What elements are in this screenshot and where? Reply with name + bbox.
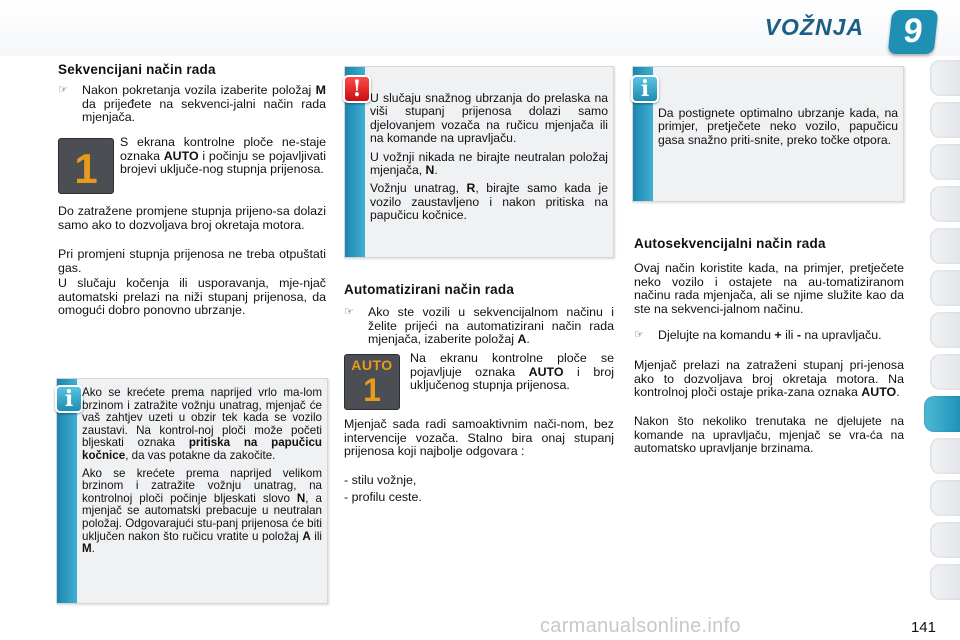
- chapter-tab[interactable]: [930, 354, 960, 390]
- automatic-list-item: - profilu ceste.: [344, 490, 422, 504]
- chapter-tab[interactable]: [930, 228, 960, 264]
- warning-para-2: U vožnji nikada ne birajte neutralan položaj mjenjača, N.: [370, 149, 608, 178]
- autosequential-heading: Autosekvencijalni način rada: [634, 236, 826, 251]
- chapter-tab[interactable]: [930, 564, 960, 600]
- info-box-left: [56, 378, 328, 604]
- automatic-heading: Automatizirani način rada: [344, 282, 515, 297]
- sequential-para-3: U slučaju kočenja ili usporavanja, mje-njač automatski prelazi na niži stupanj prijenosa, da omogući dobro ponovno ubrzanje.: [58, 276, 326, 318]
- autosequential-bullet: ☞ Djelujte na komandu + ili - na upravljaču.: [634, 328, 882, 342]
- chapter-tab-strip: [926, 60, 960, 620]
- sequential-screen-text: S ekrana kontrolne ploče ne-staje oznaka AUTO i počinju se pojavljivati brojevi uključe-nog stupnja prijenosa.: [120, 135, 326, 177]
- gear-display-auto: AUTO 1: [344, 354, 400, 410]
- chapter-tab[interactable]: [930, 60, 960, 96]
- chapter-number-badge: [888, 10, 939, 54]
- chapter-tab-active[interactable]: [924, 396, 960, 432]
- warning-para-3: Vožnju unatrag, R, birajte samo kada je vozilo zaustavljeno i nakon pritiska na papučicu kočnice.: [370, 181, 609, 223]
- info-left-para-2: Ako se krećete prema naprijed velikom brzinom i zatražite vožnju unatrag, na kontrolnoj ploči počinje bljeskati slovo N, a mjenjač se automatski prebacuje u neutralan položaj. Odgovarajući stu-panj prijenosa će biti uključen nakon što ručicu vratite u položaj A ili M.: [82, 466, 323, 556]
- watermark: carmanualsonline.info: [540, 615, 741, 637]
- automatic-bullet: ☞ Ako ste vozili u sekvencijalnom načinu i želite prijeći na automatizirani način rada mjenjača, izaberite položaj A.: [344, 305, 614, 347]
- info-box-right: [632, 66, 904, 202]
- chapter-tab[interactable]: [930, 102, 960, 138]
- chapter-tab[interactable]: [930, 480, 960, 516]
- chapter-title: VOŽNJA: [764, 14, 864, 40]
- info-icon: i: [55, 385, 83, 413]
- sequential-bullet: ☞ Nakon pokretanja vozila izaberite položaj M da prijeđete na sekvenci-jalni način rada mjenjača.: [58, 83, 326, 125]
- pointing-hand-icon: ☞: [344, 306, 354, 318]
- autosequential-para-3: Nakon što nekoliko trenutaka ne djelujete na komande na upravljaču, mjenjač se vra-ća na automatsko upravljanje brzinama.: [634, 414, 904, 456]
- warning-box: [344, 66, 614, 258]
- chapter-tab[interactable]: [930, 144, 960, 180]
- sequential-para-2: Pri promjeni stupnja prijenosa ne treba otpuštati gas.: [58, 247, 326, 275]
- page-number: 141: [910, 619, 936, 636]
- pointing-hand-icon: ☞: [58, 84, 68, 96]
- warning-para-1: U slučaju snažnog ubrzanja do prelaska na viši stupanj prijenosa dolazi samo djelovanjem vozača na ručicu mjenjača ili na komande na upravljaču.: [370, 91, 608, 146]
- automatic-list-item: - stilu vožnje,: [344, 473, 417, 487]
- chapter-tab[interactable]: [930, 312, 960, 348]
- chapter-tab[interactable]: [930, 270, 960, 306]
- warning-icon: !: [343, 75, 371, 103]
- automatic-screen-text: Na ekranu kontrolne ploče se pojavljuje oznaka AUTO i broj uključenog stupnja prijenosa.: [410, 351, 614, 393]
- gear-display-sequential: 1: [58, 138, 114, 194]
- sequential-para-1: Do zatražene promjene stupnja prijeno-sa dolazi samo ako to dozvoljava broj okretaja motora.: [58, 204, 326, 232]
- info-right-text: Da postignete optimalno ubrzanje kada, na primjer, pretječete neko vozilo, papučicu gasa snažno priti-snite, preko točke otpora.: [658, 106, 898, 147]
- info-icon: i: [631, 75, 659, 103]
- chapter-tab[interactable]: [930, 522, 960, 558]
- chapter-tab[interactable]: [930, 186, 960, 222]
- info-left-para-1: Ako se krećete prema naprijed vrlo ma-lom brzinom i zatražite vožnju unatrag, mjenjač će vaš zahtjev uzeti u obzir tek kada se vozilo zaustavi. Na kontrol-noj ploči može početi bljeskati oznaka pritiska na papučicu kočnice, da vas potakne da zakočite.: [82, 386, 323, 462]
- chapter-number: 9: [901, 12, 925, 50]
- sequential-heading: Sekvencijani način rada: [58, 62, 216, 77]
- autosequential-para-1: Ovaj način koristite kada, na primjer, pretječete neko vozilo i ostajete na au-tomatiziranom načinu rada mjenjača, ali se njime služite kao da ste na sekvenci-jalnom načinu.: [634, 261, 904, 316]
- pointing-hand-icon: ☞: [634, 329, 644, 341]
- automatic-para-1: Mjenjač sada radi samoaktivnim nači-nom, bez intervencije vozača. Stalno bira onaj stupanj prijenosa koji najbolje odgovara :: [344, 417, 614, 459]
- autosequential-para-2: Mjenjač prelazi na zatraženi stupanj pri-jenosa ako to dozvoljava broj okretaja motora. Na kontrolnoj ploči ostaje prika-zana oznaka AUTO.: [634, 358, 904, 400]
- chapter-tab[interactable]: [930, 438, 960, 474]
